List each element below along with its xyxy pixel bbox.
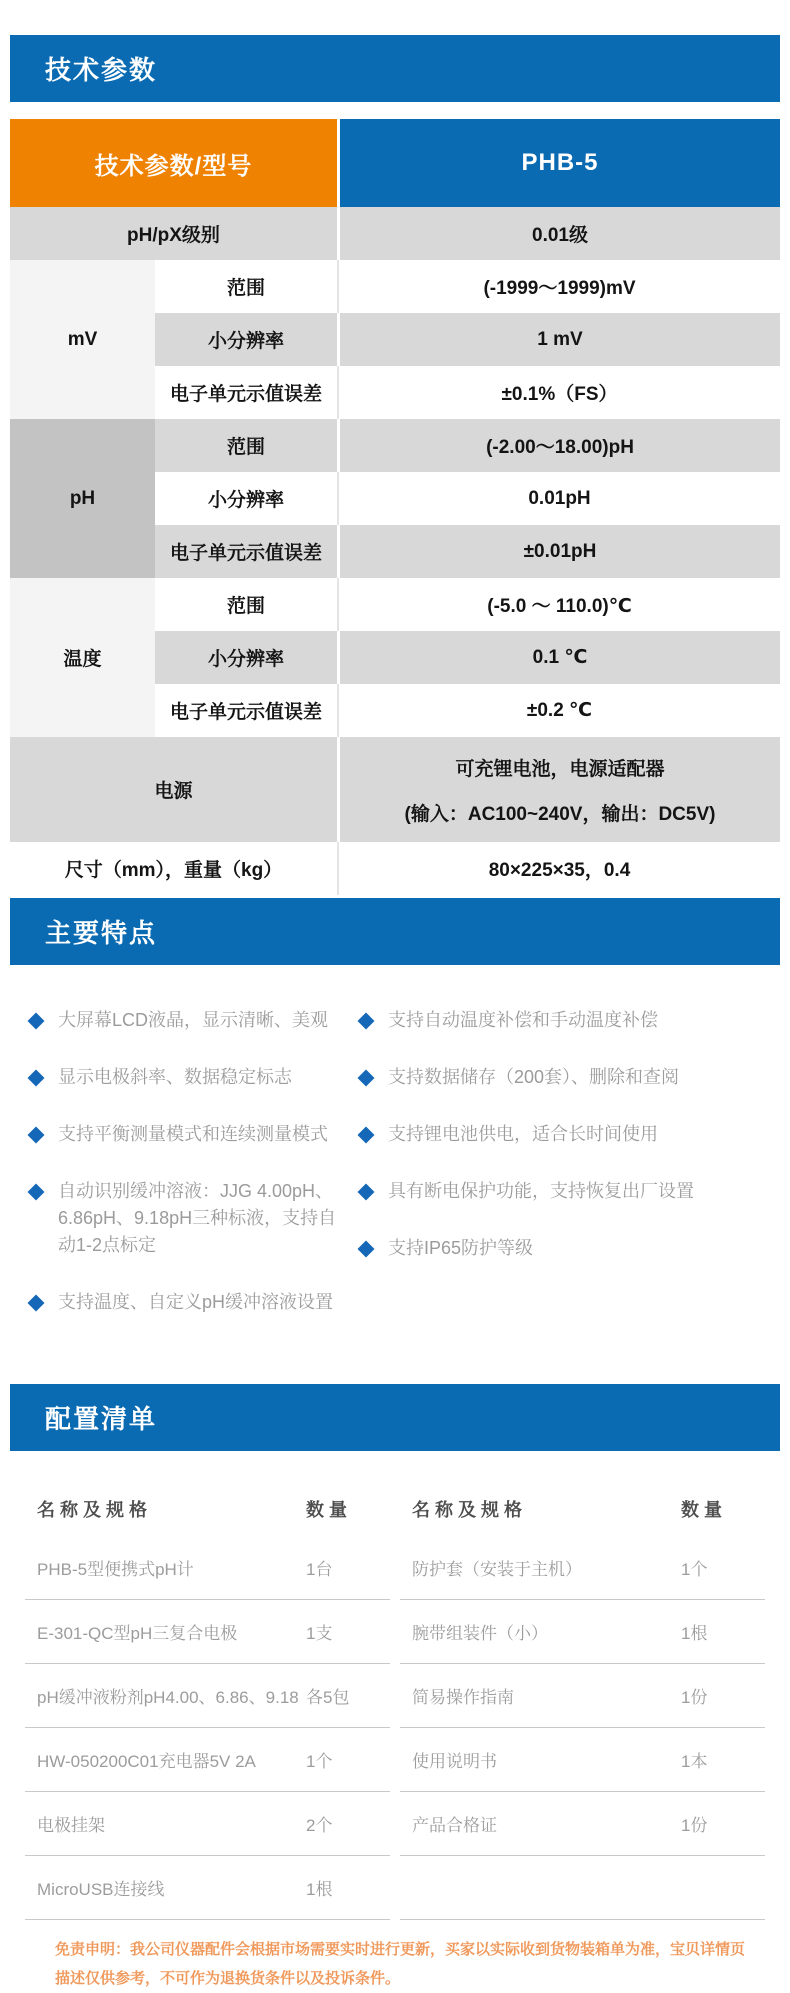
item-qty: 1份 bbox=[681, 1816, 708, 1835]
diamond-bullet-icon bbox=[358, 1127, 375, 1144]
spec-power-value bbox=[337, 737, 780, 842]
packing-header-row bbox=[25, 1481, 390, 1536]
spec-group-ph: pH bbox=[10, 419, 155, 578]
packing-row bbox=[25, 1856, 390, 1920]
feature-item bbox=[360, 1007, 780, 1034]
feature-item bbox=[30, 1289, 345, 1316]
item-qty: 1根 bbox=[306, 1880, 333, 1899]
section-title-packing: 配置清单 bbox=[45, 1404, 158, 1434]
item-qty: 各5包 bbox=[306, 1688, 350, 1707]
item-name: E-301-QC型pH三复合电极 bbox=[37, 1624, 238, 1643]
feature-item bbox=[30, 1007, 345, 1034]
spec-ph-range-label: 范围 bbox=[155, 419, 337, 472]
spec-temp-res-label: 小分辨率 bbox=[155, 631, 337, 684]
feature-item bbox=[30, 1178, 345, 1259]
packing-row bbox=[400, 1600, 765, 1664]
packing-header-row bbox=[400, 1481, 765, 1536]
feature-text: 支持温度、自定义pH缓冲溶液设置 bbox=[58, 1292, 334, 1312]
spec-mv-range-value: (-1999～1999)mV bbox=[337, 260, 780, 313]
section-title-features: 主要特点 bbox=[45, 918, 158, 948]
item-name: 使用说明书 bbox=[412, 1752, 497, 1771]
packing-row bbox=[400, 1728, 765, 1792]
spec-header-param-cell: 技术参数/型号 bbox=[10, 119, 337, 207]
feature-text: 大屏幕LCD液晶，显示清晰、美观 bbox=[58, 1010, 329, 1030]
item-qty: 1根 bbox=[681, 1624, 708, 1643]
feature-item bbox=[360, 1235, 780, 1262]
section-header-packing bbox=[10, 1384, 780, 1451]
spec-temp-range-label: 范围 bbox=[155, 578, 337, 631]
spec-size-label: 尺寸（mm），重量（kg） bbox=[10, 842, 337, 895]
diamond-bullet-icon bbox=[358, 1070, 375, 1087]
spec-group-mv: mV bbox=[10, 260, 155, 419]
spec-ph-err-value: ±0.01pH bbox=[337, 525, 780, 578]
diamond-bullet-icon bbox=[28, 1070, 45, 1087]
packing-row bbox=[400, 1664, 765, 1728]
spec-ph-res-value: 0.01pH bbox=[337, 472, 780, 525]
item-name: PHB-5型便携式pH计 bbox=[37, 1560, 194, 1579]
packing-list bbox=[0, 1451, 790, 1920]
item-qty: 1台 bbox=[306, 1560, 333, 1579]
packing-row bbox=[25, 1600, 390, 1664]
feature-list bbox=[0, 965, 790, 1366]
packing-header-qty: 数 量 bbox=[681, 1499, 723, 1520]
diamond-bullet-icon bbox=[28, 1184, 45, 1201]
feature-item bbox=[30, 1064, 345, 1091]
packing-header-name: 名 称 及 规 格 bbox=[37, 1499, 148, 1520]
packing-row bbox=[400, 1536, 765, 1600]
spec-mv-range-label: 范围 bbox=[155, 260, 337, 313]
spec-temp-range-value: (-5.0 ～ 110.0)℃ bbox=[337, 578, 780, 631]
diamond-bullet-icon bbox=[358, 1013, 375, 1030]
spec-group-temp: 温度 bbox=[10, 578, 155, 737]
item-qty: 1个 bbox=[306, 1752, 333, 1771]
spec-level-value: 0.01级 bbox=[337, 207, 780, 260]
spec-mv-err-label: 电子单元示值误差 bbox=[155, 366, 337, 419]
feature-text: 支持自动温度补偿和手动温度补偿 bbox=[388, 1010, 658, 1030]
feature-text: 显示电极斜率、数据稳定标志 bbox=[58, 1067, 292, 1087]
packing-table-left bbox=[25, 1481, 390, 1920]
spec-ph-range-value: (-2.00～18.00)pH bbox=[337, 419, 780, 472]
feature-item bbox=[360, 1178, 780, 1205]
packing-row-empty bbox=[400, 1856, 765, 1920]
item-qty: 1份 bbox=[681, 1688, 708, 1707]
spec-power-line1: 可充锂电池，电源适配器 bbox=[455, 758, 665, 780]
diamond-bullet-icon bbox=[358, 1241, 375, 1258]
spec-mv-res-value: 1 mV bbox=[337, 313, 780, 366]
packing-row bbox=[25, 1792, 390, 1856]
packing-row bbox=[25, 1536, 390, 1600]
spec-power-line2: (输入：AC100~240V，输出：DC5V) bbox=[404, 803, 716, 825]
spec-temp-err-label: 电子单元示值误差 bbox=[155, 684, 337, 737]
spec-table bbox=[10, 119, 780, 895]
packing-row bbox=[25, 1664, 390, 1728]
item-qty: 1个 bbox=[681, 1560, 708, 1579]
packing-row bbox=[400, 1792, 765, 1856]
item-qty: 1支 bbox=[306, 1624, 333, 1643]
spec-ph-res-label: 小分辨率 bbox=[155, 472, 337, 525]
feature-column-left bbox=[30, 1007, 345, 1346]
diamond-bullet-icon bbox=[358, 1184, 375, 1201]
spec-power-label: 电源 bbox=[10, 737, 337, 842]
item-qty: 2个 bbox=[306, 1816, 333, 1835]
disclaimer-text: 免责申明：我公司仪器配件会根据市场需要实时进行更新，买家以实际收到货物装箱单为准，宝贝详情页描述仅供参考，不可作为退换货条件以及投诉条件。 bbox=[55, 1941, 746, 1987]
feature-text: 具有断电保护功能，支持恢复出厂设置 bbox=[388, 1181, 694, 1201]
section-header-specs bbox=[10, 35, 780, 102]
diamond-bullet-icon bbox=[28, 1295, 45, 1312]
feature-text: 支持平衡测量模式和连续测量模式 bbox=[58, 1124, 328, 1144]
spec-header-model-cell: PHB-5 bbox=[337, 119, 780, 207]
feature-item bbox=[360, 1121, 780, 1148]
packing-header-name: 名 称 及 规 格 bbox=[412, 1499, 523, 1520]
packing-header-qty: 数 量 bbox=[306, 1499, 348, 1520]
spec-mv-err-value: ±0.1%（FS） bbox=[337, 366, 780, 419]
spec-ph-err-label: 电子单元示值误差 bbox=[155, 525, 337, 578]
feature-text: 支持IP65防护等级 bbox=[388, 1238, 534, 1258]
item-name: HW-050200C01充电器5V 2A bbox=[37, 1752, 256, 1771]
feature-item bbox=[30, 1121, 345, 1148]
section-header-features bbox=[10, 898, 780, 965]
spec-size-value: 80×225×35，0.4 bbox=[337, 842, 780, 895]
item-name: pH缓冲液粉剂pH4.00、6.86、9.18 bbox=[37, 1688, 299, 1707]
feature-text: 支持锂电池供电，适合长时间使用 bbox=[388, 1124, 658, 1144]
packing-row bbox=[25, 1728, 390, 1792]
item-name: MicroUSB连接线 bbox=[37, 1880, 165, 1899]
item-name: 电极挂架 bbox=[37, 1816, 105, 1835]
spec-level-label: pH/pX级别 bbox=[10, 207, 337, 260]
item-qty: 1本 bbox=[681, 1752, 708, 1771]
feature-text: 自动识别缓冲溶液：JJG 4.00pH、6.86pH、9.18pH三种标液，支持自动1-2点标定 bbox=[58, 1181, 337, 1255]
item-name: 腕带组装件（小） bbox=[412, 1624, 548, 1643]
section-title-specs: 技术参数 bbox=[45, 55, 158, 85]
spec-mv-res-label: 小分辨率 bbox=[155, 313, 337, 366]
diamond-bullet-icon bbox=[28, 1127, 45, 1144]
feature-column-right bbox=[345, 1007, 780, 1346]
diamond-bullet-icon bbox=[28, 1013, 45, 1030]
item-name: 简易操作指南 bbox=[412, 1688, 514, 1707]
feature-text: 支持数据储存（200套）、删除和查阅 bbox=[388, 1067, 680, 1087]
item-name: 防护套（安装于主机） bbox=[412, 1560, 582, 1579]
feature-item bbox=[360, 1064, 780, 1091]
item-name: 产品合格证 bbox=[412, 1816, 497, 1835]
packing-table-right bbox=[400, 1481, 765, 1920]
spec-temp-err-value: ±0.2 ℃ bbox=[337, 684, 780, 737]
spec-temp-res-value: 0.1 ℃ bbox=[337, 631, 780, 684]
